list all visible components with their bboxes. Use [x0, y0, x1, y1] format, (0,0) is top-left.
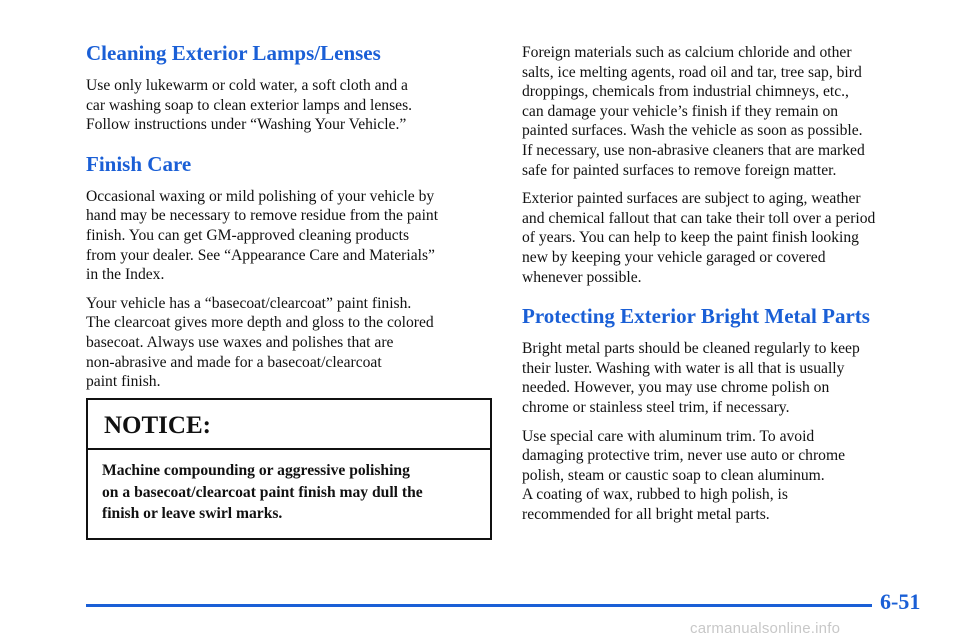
painted-surfaces-paragraph: Exterior painted surfaces are subject to aging, weather and chemical fallout that can take their toll over a period of years. You can help to keep the paint finish looking new by keeping your vehicle garaged or covered whenever possible.	[522, 190, 876, 286]
cleaning-paragraph: Use only lukewarm or cold water, a soft cloth and a car washing soap to clean exterior lamps and lenses. Follow instructions under “Washing Your Vehicle.”	[86, 77, 413, 134]
watermark: carmanualsonline.info	[690, 620, 841, 637]
bright-metal-paragraph-2: Use special care with aluminum trim. To avoid damaging protective trim, never use auto or chrome polish, steam or caustic soap to clean aluminum. A coating of wax, rubbed to high polish, is recommended for all bright metal parts.	[522, 427, 846, 523]
section-heading-finish-care: Finish Care	[86, 151, 192, 176]
finish-care-paragraph-1: Occasional waxing or mild polishing of your vehicle by hand may be necessary to remove residue from the paint finish. You can get GM-approved cleaning products from your dealer. See “Appearance Care and Materials” in the Index.	[86, 187, 439, 284]
finish-care-paragraph-2: Your vehicle has a “basecoat/clearcoat” paint finish. The clearcoat gives more depth and gloss to the colored basecoat. Always use waxes and polishes that are non-abrasive and made for a basecoat/clearcoat paint finish.	[86, 294, 434, 391]
notice-box	[86, 398, 492, 540]
section-heading-bright-metal: Protecting Exterior Bright Metal Parts	[522, 304, 870, 329]
left-column	[86, 40, 496, 401]
right-column	[522, 43, 932, 533]
notice-body: Machine compounding or aggressive polishing on a basecoat/clearcoat paint finish may dull the finish or leave swirl marks.	[102, 462, 423, 522]
section-heading-cleaning: Cleaning Exterior Lamps/Lenses	[86, 41, 381, 65]
notice-title: NOTICE:	[88, 400, 490, 450]
footer-rule	[86, 604, 872, 607]
page-number: 6-51	[880, 589, 921, 614]
bright-metal-paragraph-1: Bright metal parts should be cleaned regularly to keep their luster. Washing with water is all that is usually needed. However, you may use chrome polish on chrome or stainless steel trim, if necessary.	[522, 340, 860, 416]
foreign-materials-paragraph: Foreign materials such as calcium chloride and other salts, ice melting agents, road oil and tar, tree sap, bird droppings, chemicals from industrial chimneys, etc., can damage your vehicle’s finish if they remain on painted surfaces. Wash the vehicle as soon as possible. If necessary, use non-abrasive cleaners that are marked safe for painted surfaces to remove foreign matter.	[522, 44, 865, 179]
